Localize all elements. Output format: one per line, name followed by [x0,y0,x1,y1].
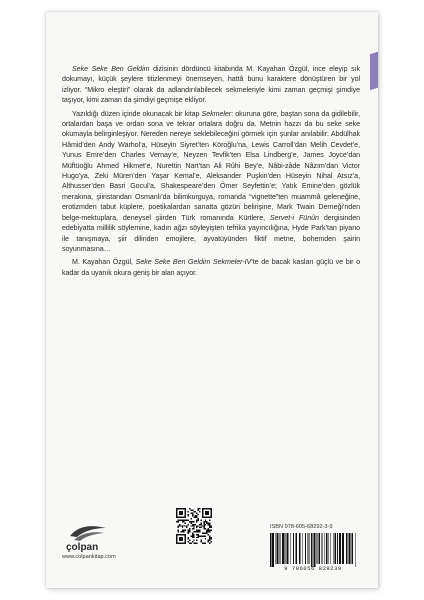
publisher-url: www.colpankitap.com [62,554,116,560]
text-run: Yazıldığı düzen içinde okunacak bir kitap [72,109,202,118]
blurb-paragraph-3 [62,257,360,278]
publisher-name: çolpan [66,542,99,553]
isbn-label: ISBN 978-605-68292-3-9 [270,524,333,530]
italic-title-run: Seke Seke Ben Geldim Sekmeler-IV [135,258,252,267]
text-run: M. Kayahan Özgül, [72,258,136,267]
text-run: : okuruna göre, baştan sona da gidilebilir, ortalardan başa ve ordan sona ve tekrar ortalara doğru da. Metnin hazzı da bu seke seke okumayla belirginleşiyor. Nereden nereye seklebileceğini görmek için şunlar anılabilir: Abdülhak Hâmid’den Andy Warhol’a, Hüseyin Siyret’ten Köroğlu’na, Lewis Carroll’dan Melih Cevdet’e, Yunus Emre’den Charles Vernay’e, Neyzen Tevfik’ten Elsa Lindberg’e, James Joyce’dan Müftüoğlu Ahmed Hikmet’e, Nurettin Nart’tan Ali Rûhi Bey’e, Nâbi-zâde Nâzım’dan Victor Hugo’ya, Zeki Müren’den Yaşar Kemal’e, Aleksander Puşkin’den Hüseyin Nihal Atsız’a, Althusser’den Basri Gocul’a, Shakespeare’den Ömer Seyfettin’e; Yatık Emine’den gözlük merakına, şiiristandan Osmanlı’da bilimkurguya, romanda “vignette”ten muammâ geleneğine, erotizmden tabut küplere, poetikalardan sanatta gözün belirişine, Mark Twain Derneği’nden belge-mektuplara, deneysel şiirden Türk romanında Kürtlere, [62,109,360,222]
blurb-paragraph-2 [62,109,360,255]
colpan-bird-logo-icon [68,522,108,542]
isbn-block [266,524,360,572]
text-run: dergisinden edebiyatta millilik söylemine, kadın ağzı söyleyişten tefrika yayıncılığına, Hyde Park’tan piyano ile tanışmaya, şiir dilinden emojilere, ayvatüyünden fiktif metne, bohemden şairin soyunmasına… [62,213,360,253]
italic-title-run: Servet-i Fünûn [270,213,319,222]
publisher-logo [62,522,134,561]
back-cover [46,12,378,588]
blurb-paragraph-1 [62,64,360,106]
qr-code-icon [176,508,212,544]
italic-title-run: Seke Seke Ben Geldim [72,65,150,73]
barcode-icon [266,533,360,567]
text-run: ’te de bacak kasları güçlü ve bir o kadar da uyanık okura geniş bir alan açıyor. [62,258,360,277]
cover-footer [46,508,378,578]
blurb-text [62,64,360,278]
corner-tab [370,50,378,91]
text-run: dizisinin dördüncü kitabında M. Kayahan Özgül, ince eleyip sık dokumayı, küçük şeylere titizlenmeyi önemseyen, hattâ bunu karaktere dönüştüren bir yol izliyor. “Mikro eleştiri” olarak da adlandırılabilecek sekmeleriyle kimi zaman geçmişi şimdiye taşıyor, kimi zaman da şimdiyi geçmişe ekliyor. [62,65,361,105]
italic-title-run: Sekmeler [201,109,232,118]
barcode-number: 9 786056 829239 [284,566,342,572]
